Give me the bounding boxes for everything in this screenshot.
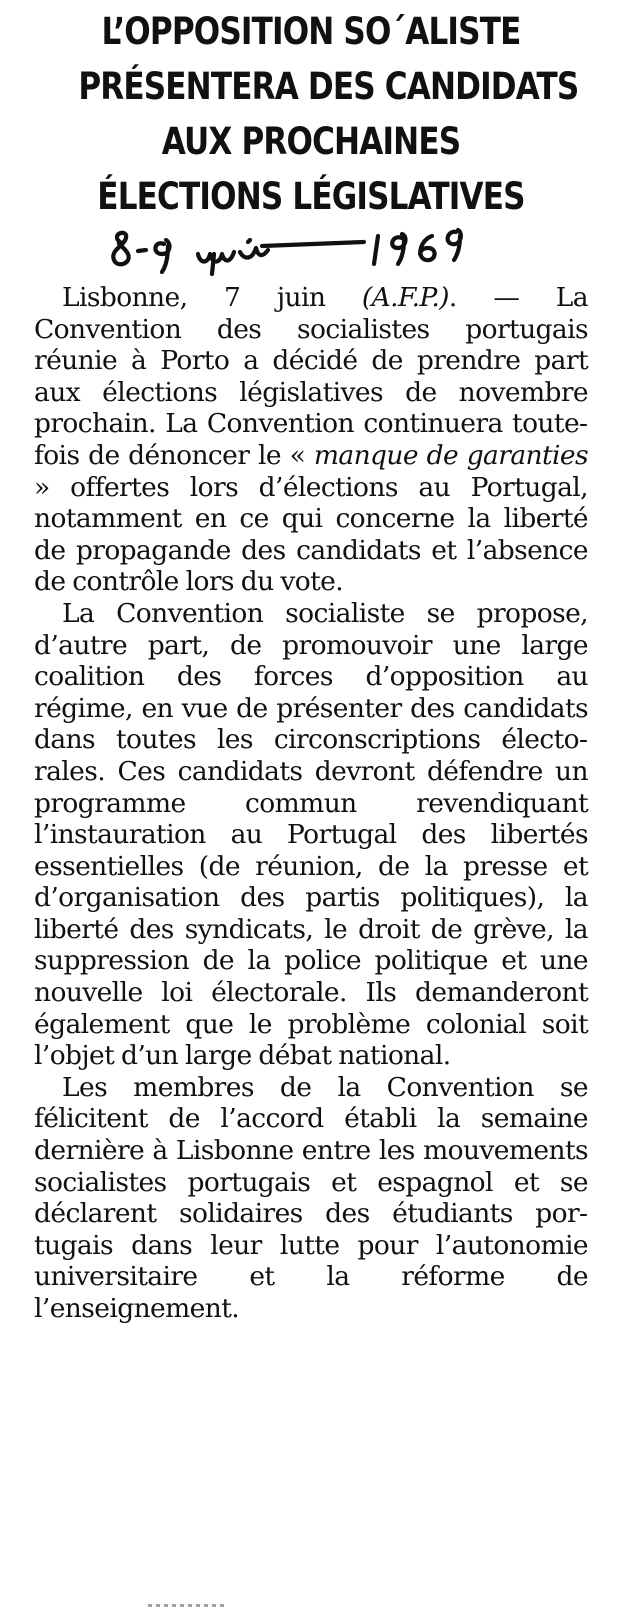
article-body <box>34 282 588 1325</box>
headline-line-2: PRÉSENTERA DES CANDIDATS <box>78 65 579 108</box>
headline-line-1: L’OPPOSITION SO´ALISTE <box>101 10 521 53</box>
dateline: Lisbonne, 7 juin <box>62 282 362 313</box>
quoted-phrase: manque de garanties <box>313 439 589 471</box>
article-paragraph-1 <box>34 282 588 598</box>
article-paragraph-3: Les membres de la Convention se félicitent de l’accord établi la semaine dernière à Lisbonne entre les mouvements socialistes portugais et espagnol et se déclarent solidaires des étudiants portugais dans leur lutte pour l’autonomie universitaire et la réforme de l’enseignement. <box>34 1071 588 1324</box>
paragraph-1-text-b: » offertes lors d’élections au Portugal, notamment en ce qui concerne la liberté de propagande des candidats et l’absence de contrôle lors du vote. <box>34 471 588 598</box>
handwritten-date-signature <box>102 224 522 282</box>
headline-line-4: ÉLECTIONS LÉGISLATIVES <box>97 175 525 218</box>
print-residue-mark <box>148 1604 228 1607</box>
handwritten-date-note <box>34 224 588 282</box>
article-paragraph-2: La Convention socialiste se propose, d’autre part, de promouvoir une large coalition des forces d’opposition au régime, en vue de présenter des candidats dans toutes les circonscriptions électorales. Ces candidats devront défendre un programme commun revendiquant l’instauration au Portugal des libertés essentielles (de réunion, de la presse et d’organisation des partis politiques), la liberté des syndicats, le droit de grève, la suppression de la police politique et une nouvelle loi électorale. Ils demanderont également que le problème colonial soit l’objet d’un large débat national. <box>34 597 588 1072</box>
agency-credit: (A.F.P.) <box>361 282 449 313</box>
paragraph-1-text-a: . — La Convention des socialistes portugais réunie à Porto a décidé de prendre part aux élections législatives de novembre prochain. La Convention continuera toutefois de dénoncer le « <box>34 282 588 471</box>
headline <box>78 4 579 224</box>
headline-line-3: AUX PROCHAINES <box>161 120 461 163</box>
